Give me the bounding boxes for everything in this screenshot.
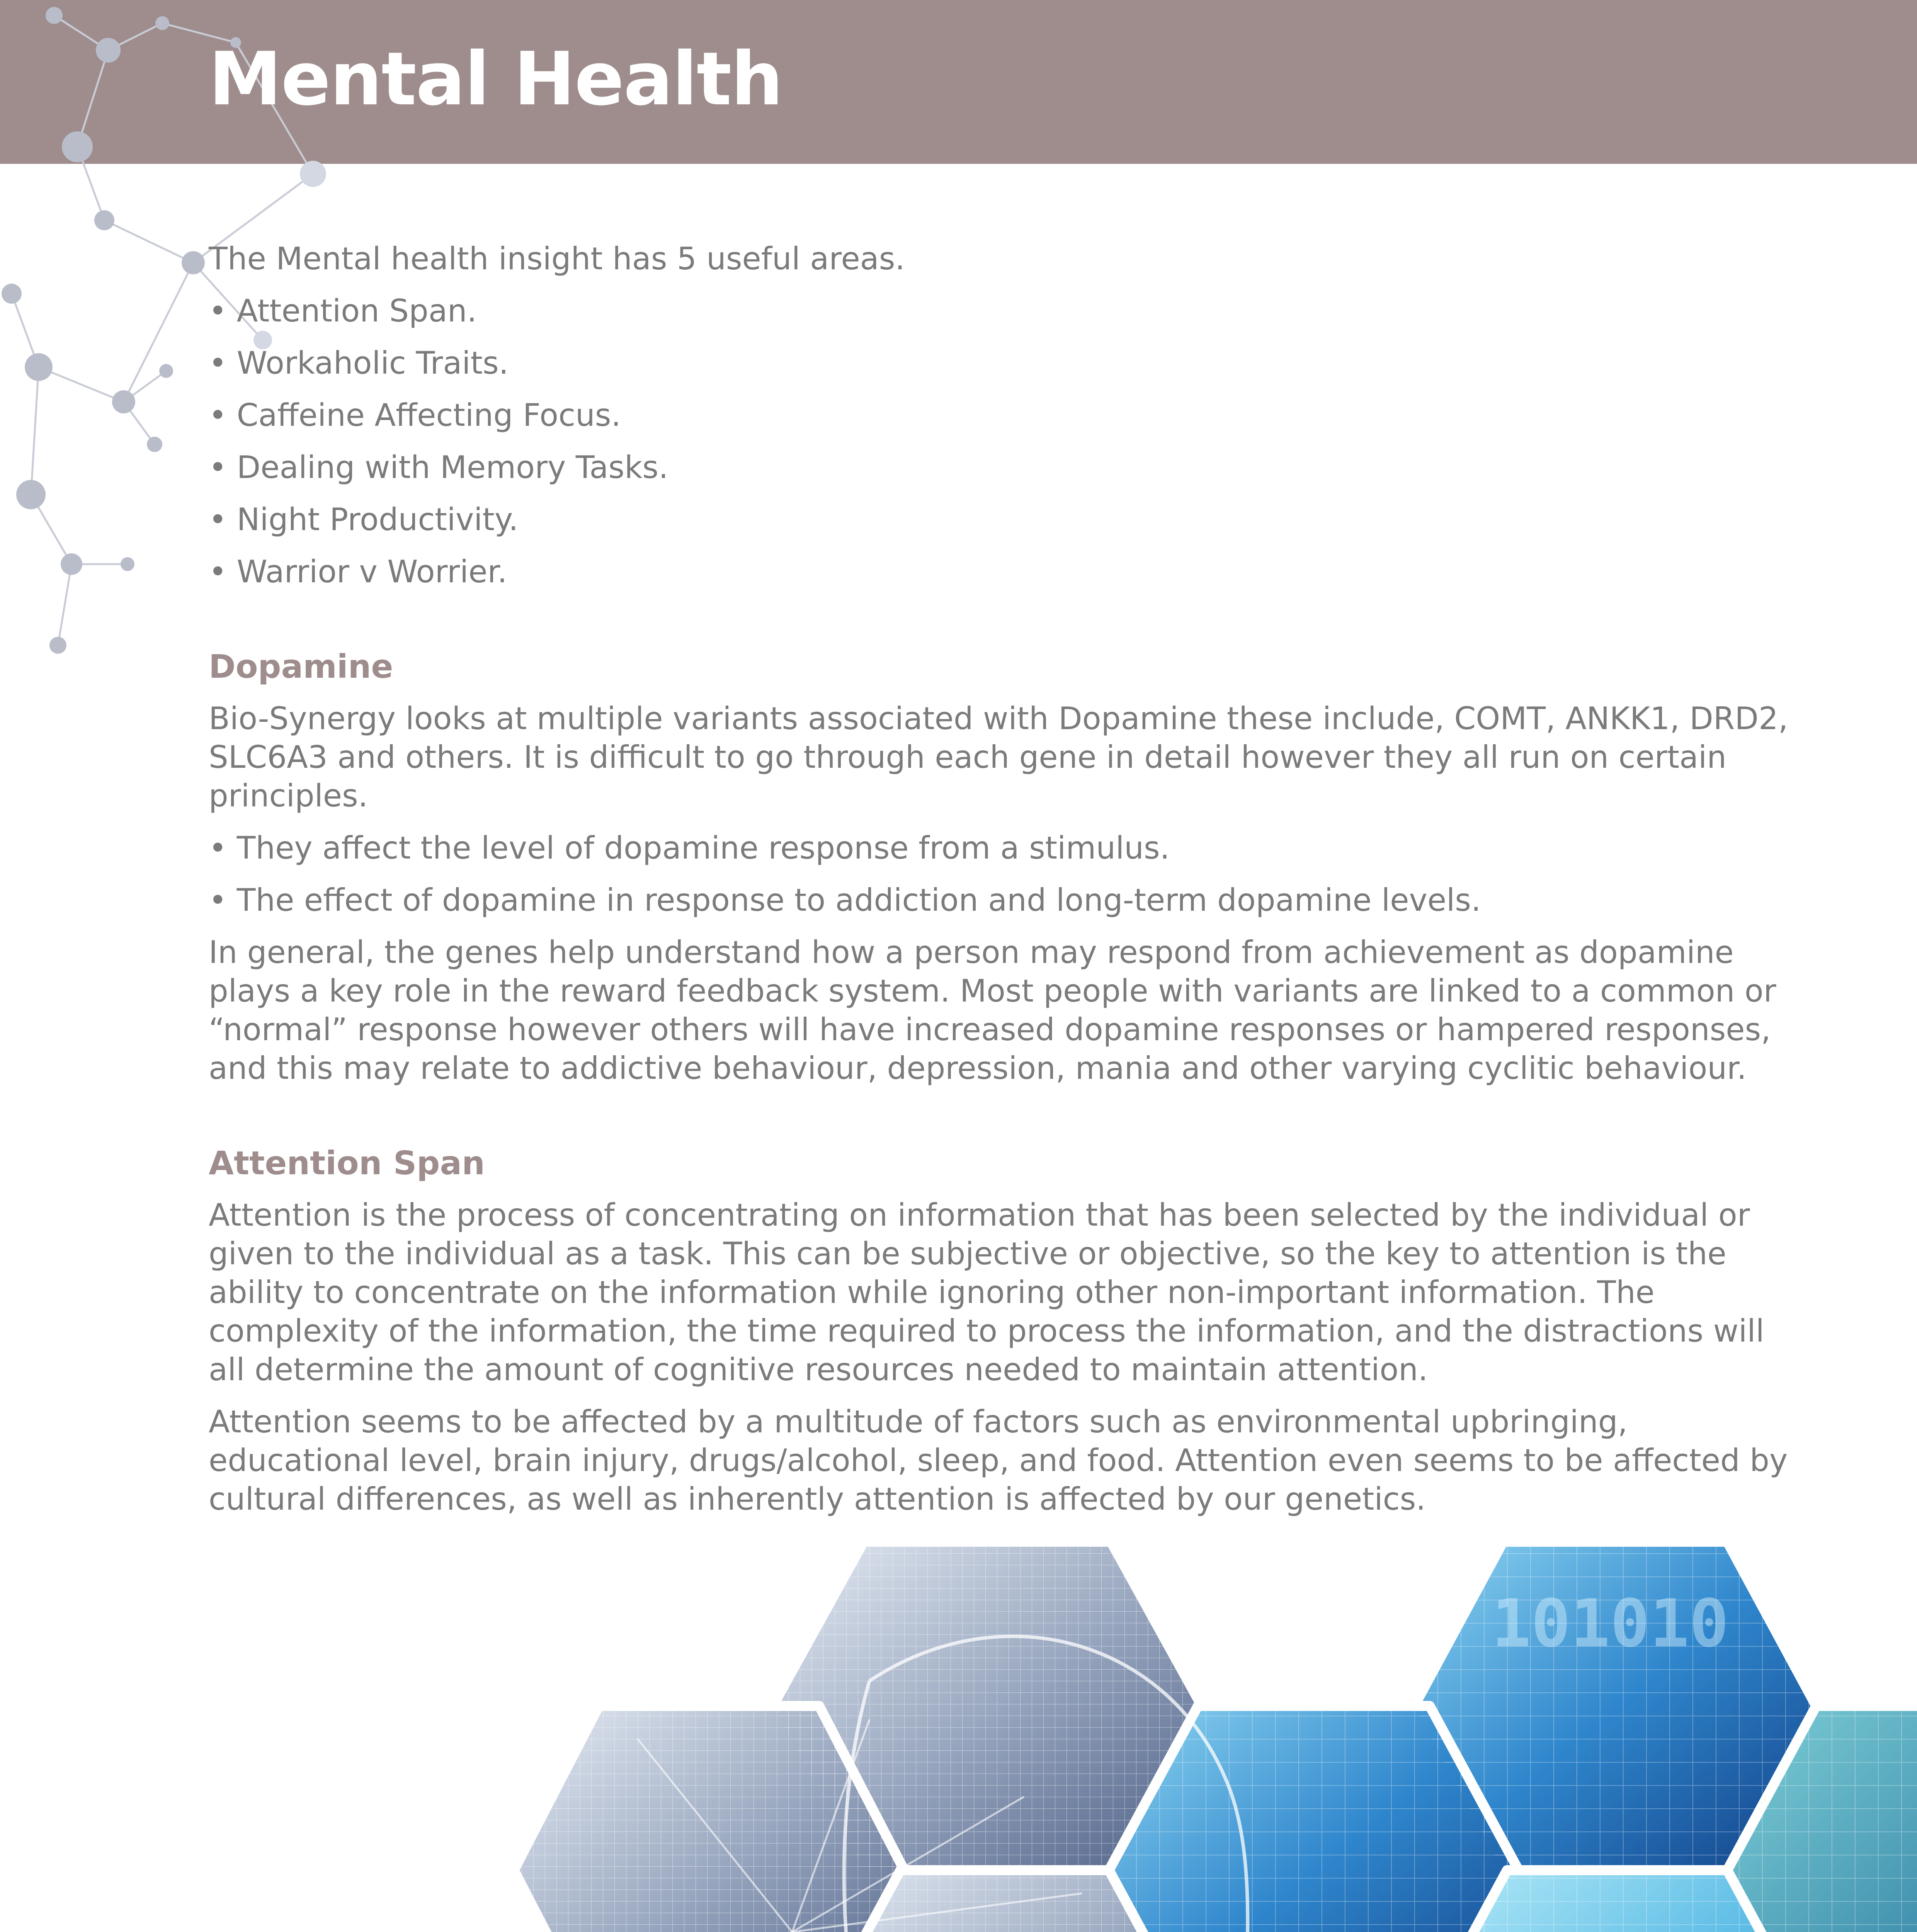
dopamine-paragraph: In general, the genes help understand how a person may respond from achievement as dopamine plays a key role in the reward feedback system. Most people with variants are linked to a common or “normal” response however others will have increased dopamine responses or hampered responses, and this may relate to addictive behaviour, depression, mania and other varying cyclitic behaviour. [209, 934, 1776, 1086]
list-item: • Warrior v Worrier. [209, 554, 507, 590]
dopamine-heading: Dopamine [209, 648, 393, 685]
hexagon-head-illustration [0, 1530, 1917, 1932]
list-item: • Attention Span. [209, 293, 477, 329]
list-item: • Caffeine Affecting Focus. [209, 397, 621, 433]
dopamine-paragraph: Bio-Synergy looks at multiple variants associated with Dopamine these include, COMT, ANKK1, DRD2, SLC6A3 and others. It is difficult to go through each gene in detail however they all run on certain principles. [209, 701, 1788, 814]
dopamine-bullet: • They affect the level of dopamine response from a stimulus. [209, 830, 1170, 866]
intro-text: The Mental health insight has 5 useful areas. [209, 241, 905, 277]
page-title: Mental Health [209, 36, 782, 122]
list-item: • Night Productivity. [209, 502, 519, 537]
binary-text: 101010 [1492, 1585, 1729, 1662]
attention-paragraph: Attention seems to be affected by a multitude of factors such as environmental upbringing, educational level, brain injury, drugs/alcohol, sleep, and food. Attention even seems to be affected by cultural differences, as well as inherently attention is affected by our genetics. [209, 1404, 1788, 1517]
main-content [209, 240, 1793, 1532]
list-item: • Dealing with Memory Tasks. [209, 449, 668, 485]
attention-paragraph: Attention is the process of concentrating on information that has been selected by the individual or given to the individual as a task. This can be subjective or objective, so the key to attention is the ability to concentrate on the information while ignoring other non-important information. The complexity of the information, the time required to process the information, and the distractions will all determine the amount of cognitive resources needed to maintain attention. [209, 1197, 1764, 1388]
insight-area-list [209, 292, 1793, 591]
dopamine-bullet: • The effect of dopamine in response to addiction and long-term dopamine levels. [209, 882, 1481, 918]
attention-span-heading: Attention Span [209, 1144, 485, 1182]
list-item: • Workaholic Traits. [209, 345, 509, 381]
